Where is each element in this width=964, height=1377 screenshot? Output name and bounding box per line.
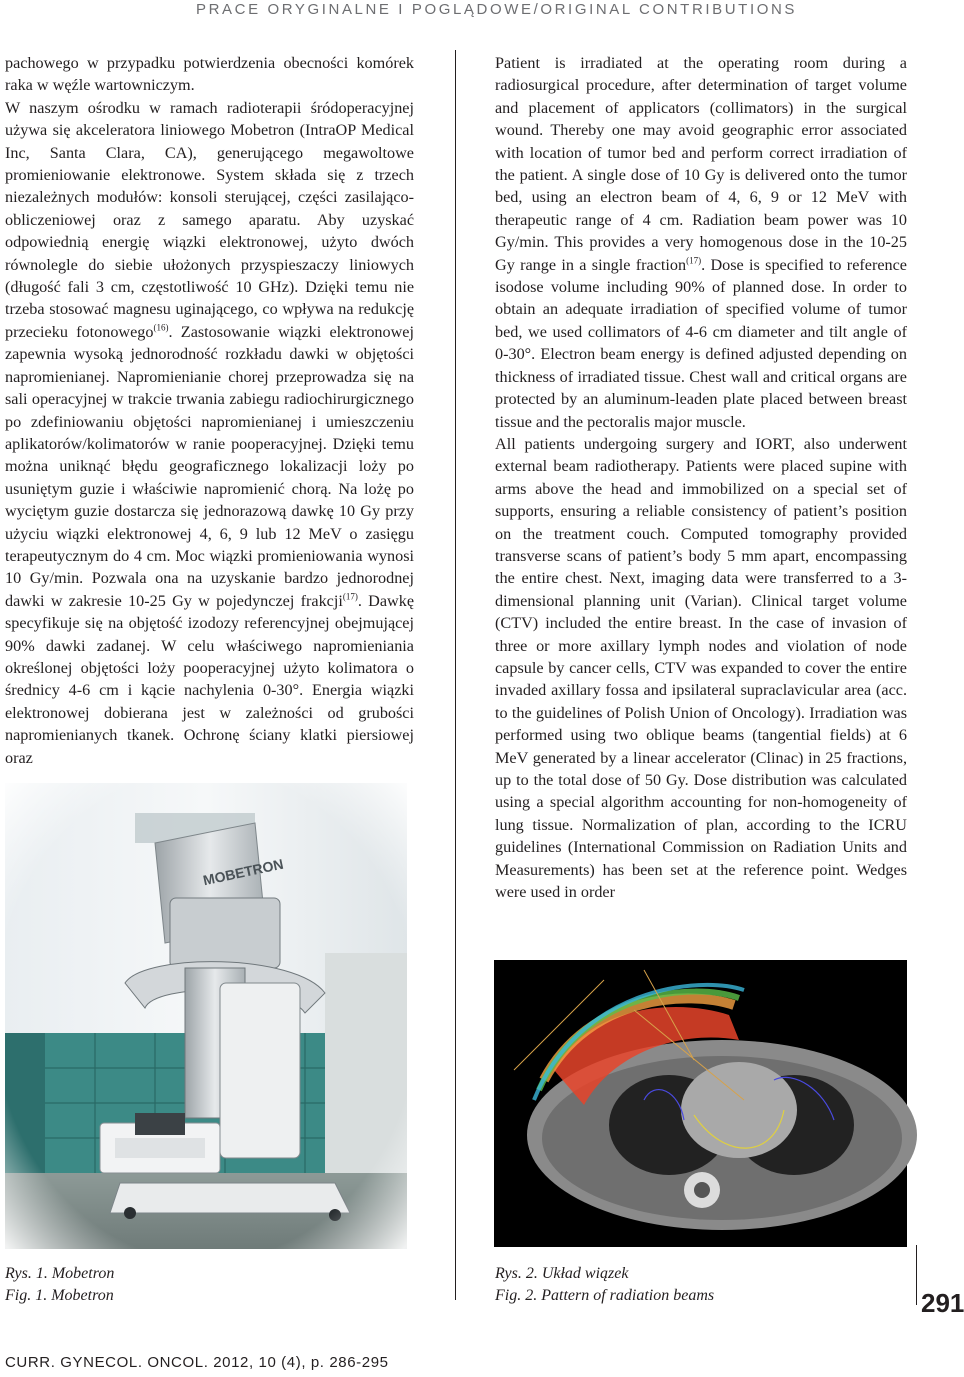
caption-english: Fig. 1. Mobetron [5,1287,114,1304]
figure2-caption [495,1263,714,1307]
paragraph: All patients undergoing surgery and IORT, also underwent external beam radiotherapy. Patients were placed supine with arms above the head and immobilized on a special set of supports, ensuring a reliable consistency of patient’s position on the treatment couch. Computed tomography provided transverse scans of patient’s body 5 mm apart, encompassing the entire chest. Next, imaging data were transferred to a 3-dimensional planning unit (Varian). Clinical target volume (CTV) included the entire breast. In the case of invasion of three or more axillary lymph nodes and violation of node capsule by cancer cells, CTV was expanded to cover the entire invaded axillary fossa and ipsilateral supraclavicular area (acc. to the guidelines of Polish Union of Oncology). Irradiation was performed using two oblique beams (tangential fields) at 6 MeV generated by a linear accelerator (Clinac) in 25 fractions, up to the total dose of 50 Gy. Dose distribution was calculated using a special algorithm accounting for non-homogeneity of lung tissue. Normalization of plan, according to the ICRU guidelines (International Commission on Radiation Units and Measurements) has been set at the reference point. Wedges were used in order [495,434,907,902]
journal-footer: CURR. GYNECOL. ONCOL. 2012, 10 (4), p. 286-295 [5,1354,389,1371]
radiation-beam-ct-image [494,960,907,1247]
citation-ref: (17) [342,591,358,602]
citation-ref: (16) [153,322,169,333]
paragraph: W naszym ośrodku w ramach radioterapii śródoperacyjnej używa się akceleratora liniowego Mobetron (IntraOP Medical Inc, Santa Clara, CA), generującego megawoltowe promieniowanie elektronowe. System składa się z trzech niezależnych modułów: konsoli sterującej, części zasilająco-obliczeniowej oraz z samego aparatu. Aby uzyskać odpowiednią energię wiązki elektronowej, użyto dwóch równolegle do siebie ułożonych przyspieszaczy liniowych (długość fali 3 cm, częstotliwość 10 GHz). Dzięki temu nie trzeba stosować magnesu uginającego, co wpływa na redukcję przecieku fotonowego$^{(16)}$. Zastosowanie wiązki elektronowej zapewnia wysoką jednorodność rozkładu dawki w objętości napromienianej. Napromienianie chorej przeprowadza się na sali operacyjnej w trakcie trwania zabiegu radiochirurgicznego po zdefiniowaniu objętości napromienianej i umieszczeniu aplikatorów/kolimatorów w ranie pooperacyjnej. Dzięki temu można uniknąć błędu geograficznego lokalizacji loży po usuniętym guzie i właściwie napromienić chorą. Na lożę po wyciętym guzie dostarcza się jednorazową dawkę 10 Gy przy użyciu wiązki elektronowej 4, 6, 9 lub 12 MeV o zasięgu terapeutycznym do 4 cm. Moc wiązki promieniowania wynosi 10 Gy/min. Pozwala ona na uzyskanie bardzo jednorodnej dawki w zakresie 10-25 Gy w pojedynczej frakcji$^{(17)}$. Dawkę specyfikuje się na objętość izodozy referencyjnej obejmującej 90% dawki zadanej. W celu właściwego napromieniania określonej objętości loży pooperacyjnej użyto kolimatora o średnicy 4-6 cm i kącie nachylenia 0-30°. Energia wiązki elektronowej dobierana jest w zależności od grubości napromienianych tkanek. Ochronę ściany klatki piersiowej oraz [5,98,415,767]
figure1-caption [5,1263,114,1307]
mobetron-photo [5,783,407,1249]
citation-ref: (17) [686,255,702,266]
page-number-divider [916,1245,917,1305]
column-divider [455,50,456,1300]
mobetron-illustration [5,783,407,1249]
caption-polish: Rys. 2. Układ wiązek [495,1265,629,1282]
caption-english: Fig. 2. Pattern of radiation beams [495,1287,715,1304]
left-text-column [5,52,414,769]
ct-dose-distribution [494,960,907,1247]
right-text-column [495,52,907,903]
paragraph: Patient is irradiated at the operating room during a radiosurgical procedure, after determination of target volume and placement of applicators (collimators) in the surgical wound. Thereby one may avoid geographic error associated with location of tumor bed and perform correct irradiation of the patient. A single dose of 10 Gy is delivered onto the tumor bed, using an electron beam of 4, 6, 9 or 12 MeV with therapeutic range of 4 cm. Radiation beam power was 10 Gy/min. This provides a very homogenous dose in the 10-25 Gy range in a single fraction$^{(17)}$. Dose is specified to reference isodose volume including 90% of planned dose. In order to obtain an adequate irradiation of specified volume of tumor bed, we used collimators of 4-6 cm diameter and tilt angle of 0-30°. Electron beam energy is defined adjusted depending on thickness of irradiated tissue. Chest wall and critical organs are protected by an aluminum-leaden plate placed between breast tissue and the pectoralis major muscle. [495,54,907,431]
caption-polish: Rys. 1. Mobetron [5,1265,115,1282]
paragraph: pachowego w przypadku potwierdzenia obecności komórek raka w węźle wartowniczym. [5,54,414,95]
journal-section-header: PRACE ORYGINALNE I POGLĄDOWE/ORIGINAL CONTRIBUTIONS [196,1,798,18]
page-number: 291 [921,1288,964,1318]
